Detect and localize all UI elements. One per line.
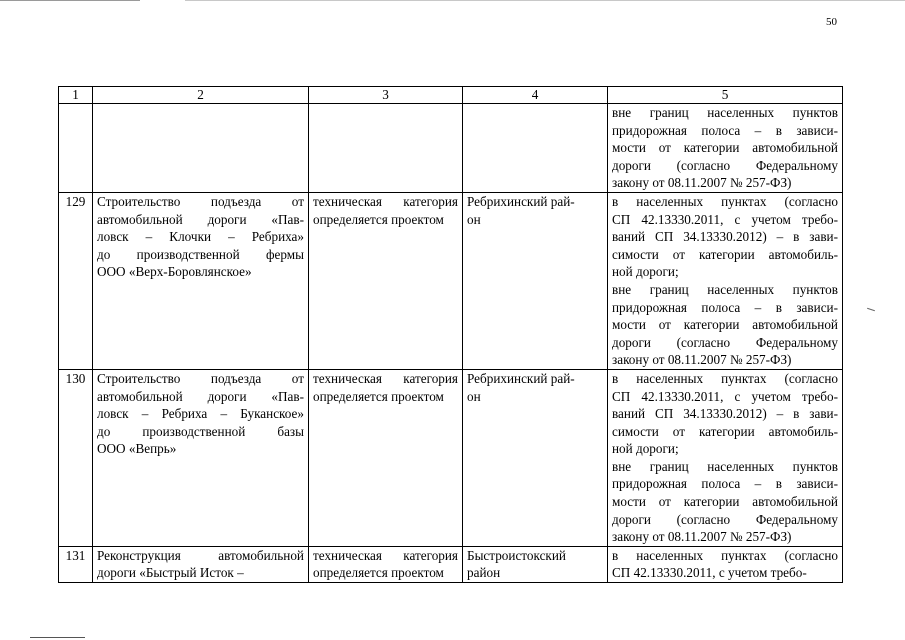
page-number: 50: [826, 16, 837, 28]
column-number: 3: [309, 87, 463, 104]
scan-edge-top-right: [185, 0, 905, 1]
cell-line: определяется проектом: [313, 388, 444, 404]
zone-cell: [608, 369, 843, 546]
column-number: 1: [59, 87, 93, 104]
row-number: 129: [59, 192, 93, 369]
column-number-row: [59, 87, 843, 104]
cell-line: симости от категории автомобиль-: [612, 246, 838, 262]
cell-line: он: [467, 388, 481, 404]
category-cell: [309, 369, 463, 546]
column-number: 5: [608, 87, 843, 104]
cell-line: в населенных пунктах (согласно: [612, 193, 838, 209]
cell-line: ООО «Вепрь»: [97, 441, 177, 457]
cell-line: Реконструкция автомобильной: [97, 547, 304, 563]
cell-line: автомобильной дороги «Пав-: [97, 388, 304, 404]
cell-line: техническая категория: [313, 193, 458, 209]
location-cell: [463, 546, 608, 582]
zone-cell: [608, 546, 843, 582]
cell-line: Ребрихинский рай-: [467, 193, 575, 209]
object-name-cell: [93, 104, 309, 193]
cell-line: закону от 08.11.2007 № 257-ФЗ): [612, 529, 792, 545]
row-number: 130: [59, 369, 93, 546]
cell-line: симости от категории автомобиль-: [612, 423, 838, 439]
table-row: [59, 192, 843, 369]
cell-line: ной дороги;: [612, 264, 679, 280]
scan-edge-top: [0, 0, 140, 1]
cell-line: Строительство подъезда от: [97, 193, 304, 209]
cell-line: вне границ населенных пунктов: [612, 281, 838, 297]
roads-table: [58, 86, 843, 583]
cell-line: в населенных пунктах (согласно: [612, 547, 838, 563]
table-row: [59, 369, 843, 546]
cell-line: мости от категории автомобильной: [612, 140, 838, 156]
cell-line: мости от категории автомобильной: [612, 317, 838, 333]
cell-line: автомобильной дороги «Пав-: [97, 211, 304, 227]
object-name-cell: [93, 369, 309, 546]
table-row: [59, 104, 843, 193]
cell-line: придорожная полоса – в зависи-: [612, 476, 838, 492]
category-cell: [309, 546, 463, 582]
category-cell: [309, 192, 463, 369]
cell-line: до производственной базы: [97, 423, 304, 439]
row-number: [59, 104, 93, 193]
scan-mark: [867, 308, 875, 311]
cell-line: ваний СП 34.13330.2012) – в зави-: [612, 229, 838, 245]
category-cell: [309, 104, 463, 193]
column-number: 2: [93, 87, 309, 104]
location-cell: [463, 104, 608, 193]
scan-edge-bottom: [30, 637, 85, 638]
cell-line: закону от 08.11.2007 № 257-ФЗ): [612, 352, 792, 368]
cell-line: ловск – Ребриха – Буканское»: [97, 406, 304, 422]
object-name-cell: [93, 192, 309, 369]
cell-line: вне границ населенных пунктов: [612, 458, 838, 474]
location-cell: [463, 369, 608, 546]
zone-cell: [608, 104, 843, 193]
cell-line: ловск – Клочки – Ребриха»: [97, 229, 304, 245]
cell-line: ООО «Верх-Боровлянское»: [97, 264, 252, 280]
cell-line: дороги (согласно Федеральному: [612, 511, 838, 527]
cell-line: Быстроистокский: [467, 547, 566, 563]
cell-line: придорожная полоса – в зависи-: [612, 122, 838, 138]
column-number: 4: [463, 87, 608, 104]
cell-line: в населенных пунктах (согласно: [612, 370, 838, 386]
cell-line: мости от категории автомобильной: [612, 494, 838, 510]
zone-cell: [608, 192, 843, 369]
row-number: 131: [59, 546, 93, 582]
cell-line: СП 42.13330.2011, с учетом требо-: [612, 388, 838, 404]
object-name-cell: [93, 546, 309, 582]
cell-line: определяется проектом: [313, 565, 444, 581]
cell-line: определяется проектом: [313, 211, 444, 227]
table-row: [59, 546, 843, 582]
cell-line: закону от 08.11.2007 № 257-ФЗ): [612, 175, 792, 191]
table-body: [59, 104, 843, 583]
location-cell: [463, 192, 608, 369]
cell-line: Ребрихинский рай-: [467, 370, 575, 386]
cell-line: район: [467, 565, 501, 581]
cell-line: Строительство подъезда от: [97, 370, 304, 386]
cell-line: ваний СП 34.13330.2012) – в зави-: [612, 406, 838, 422]
cell-line: дороги (согласно Федеральному: [612, 334, 838, 350]
cell-line: техническая категория: [313, 370, 458, 386]
cell-line: ной дороги;: [612, 441, 679, 457]
cell-line: дороги (согласно Федеральному: [612, 157, 838, 173]
cell-line: дороги «Быстрый Исток –: [97, 565, 244, 581]
cell-line: техническая категория: [313, 547, 458, 563]
cell-line: вне границ населенных пунктов: [612, 105, 838, 120]
cell-line: до производственной фермы: [97, 246, 304, 262]
cell-line: он: [467, 211, 481, 227]
cell-line: придорожная полоса – в зависи-: [612, 299, 838, 315]
cell-line: СП 42.13330.2011, с учетом требо-: [612, 565, 807, 581]
cell-line: СП 42.13330.2011, с учетом требо-: [612, 211, 838, 227]
